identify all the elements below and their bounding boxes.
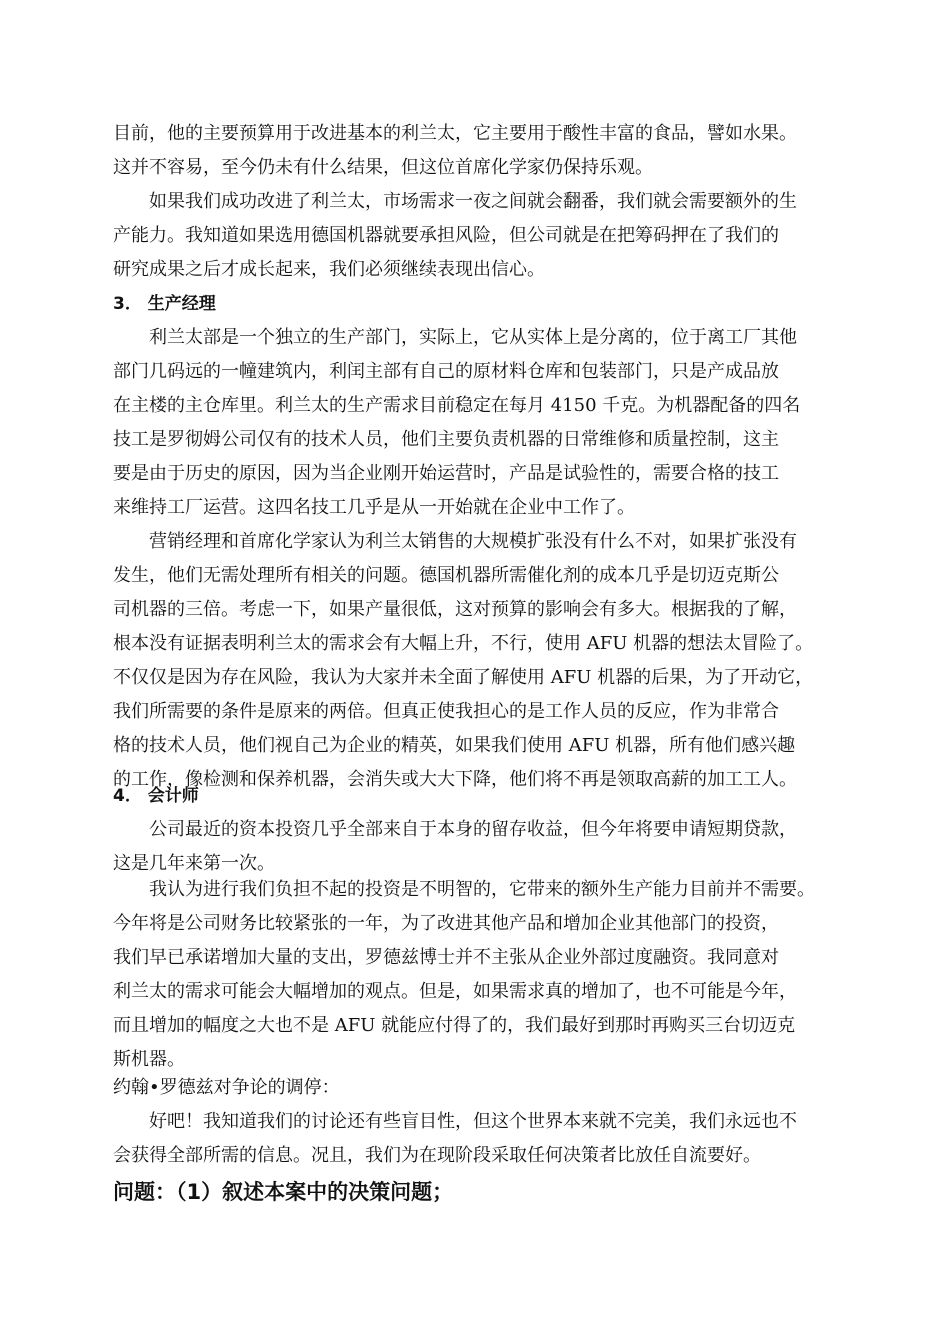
paragraph-line: 斯机器。: [113, 1049, 185, 1070]
paragraph-line: 的工作，像检测和保养机器，会消失或大大下降，他们将不再是领取高薪的加工工人。: [113, 769, 797, 790]
paragraph-line: 我认为进行我们负担不起的投资是不明智的，它带来的额外生产能力目前并不需要。: [149, 879, 815, 900]
paragraph-line: 我们所需要的条件是原来的两倍。但真正使我担心的是工作人员的反应，作为非常合: [113, 701, 779, 722]
paragraph-line: 来维持工厂运营。这四名技工几乎是从一开始就在企业中工作了。: [113, 497, 635, 518]
paragraph-line: 我们早已承诺增加大量的支出，罗德兹博士并不主张从企业外部过度融资。我同意对: [113, 947, 779, 968]
mediation-label: 约翰•罗德兹对争论的调停：: [113, 1077, 340, 1098]
paragraph-line: 司机器的三倍。考虑一下，如果产量很低，这对预算的影响会有多大。根据我的了解，: [113, 599, 797, 620]
paragraph-line: 如果我们成功改进了利兰太，市场需求一夜之间就会翻番，我们就会需要额外的生: [149, 191, 797, 212]
paragraph-line: 技工是罗彻姆公司仅有的技术人员，他们主要负责机器的日常维修和质量控制，这主: [113, 429, 779, 450]
section-heading-accountant: 4． 会计师: [113, 786, 199, 806]
paragraph-line: 这是几年来第一次。: [113, 853, 275, 874]
paragraph-line: 根本没有证据表明利兰太的需求会有大幅上升，不行，使用 AFU 机器的想法太冒险了。: [113, 633, 814, 654]
paragraph-line: 要是由于历史的原因，因为当企业刚开始运营时，产品是试验性的，需要合格的技工: [113, 463, 779, 484]
paragraph-line: 产能力。我知道如果选用德国机器就要承担风险，但公司就是在把筹码押在了我们的: [113, 225, 779, 246]
paragraph-line: 格的技术人员，他们视自己为企业的精英，如果我们使用 AFU 机器，所有他们感兴趣: [113, 735, 796, 756]
paragraph-line: 利兰太部是一个独立的生产部门，实际上，它从实体上是分离的，位于离工厂其他: [149, 327, 797, 348]
paragraph-line: 公司最近的资本投资几乎全部来自于本身的留存收益，但今年将要申请短期贷款，: [149, 819, 797, 840]
section-heading-production-manager: 3． 生产经理: [113, 294, 216, 314]
paragraph-line: 这并不容易，至今仍未有什么结果，但这位首席化学家仍保持乐观。: [113, 157, 653, 178]
paragraph-line: 研究成果之后才成长起来，我们必须继续表现出信心。: [113, 259, 545, 280]
paragraph-line: 不仅仅是因为存在风险，我认为大家并未全面了解使用 AFU 机器的后果，为了开动它，: [113, 667, 814, 688]
paragraph-line: 目前，他的主要预算用于改进基本的利兰太，它主要用于酸性丰富的食品，譬如水果。: [113, 123, 797, 144]
question-heading: 问题：（1）叙述本案中的决策问题；: [113, 1180, 454, 1204]
paragraph-line: 利兰太的需求可能会大幅增加的观点。但是，如果需求真的增加了，也不可能是今年，: [113, 981, 797, 1002]
paragraph-line: 营销经理和首席化学家认为利兰太销售的大规模扩张没有什么不对，如果扩张没有: [149, 531, 797, 552]
paragraph-line: 在主楼的主仓库里。利兰太的生产需求目前稳定在每月 4150 千克。为机器配备的四名: [113, 395, 801, 416]
paragraph-line: 而且增加的幅度之大也不是 AFU 就能应付得了的，我们最好到那时再购买三台切迈克: [113, 1015, 796, 1036]
paragraph-line: 发生，他们无需处理所有相关的问题。德国机器所需催化剂的成本几乎是切迈克斯公: [113, 565, 779, 586]
paragraph-line: 今年将是公司财务比较紧张的一年，为了改进其他产品和增加企业其他部门的投资，: [113, 913, 779, 934]
paragraph-line: 会获得全部所需的信息。况且，我们为在现阶段采取任何决策者比放任自流要好。: [113, 1145, 761, 1166]
paragraph-line: 部门几码远的一幢建筑内，利闰主部有自己的原材料仓库和包装部门，只是产成品放: [113, 361, 779, 382]
paragraph-line: 好吧！我知道我们的讨论还有些盲目性，但这个世界本来就不完美，我们永远也不: [149, 1111, 797, 1132]
